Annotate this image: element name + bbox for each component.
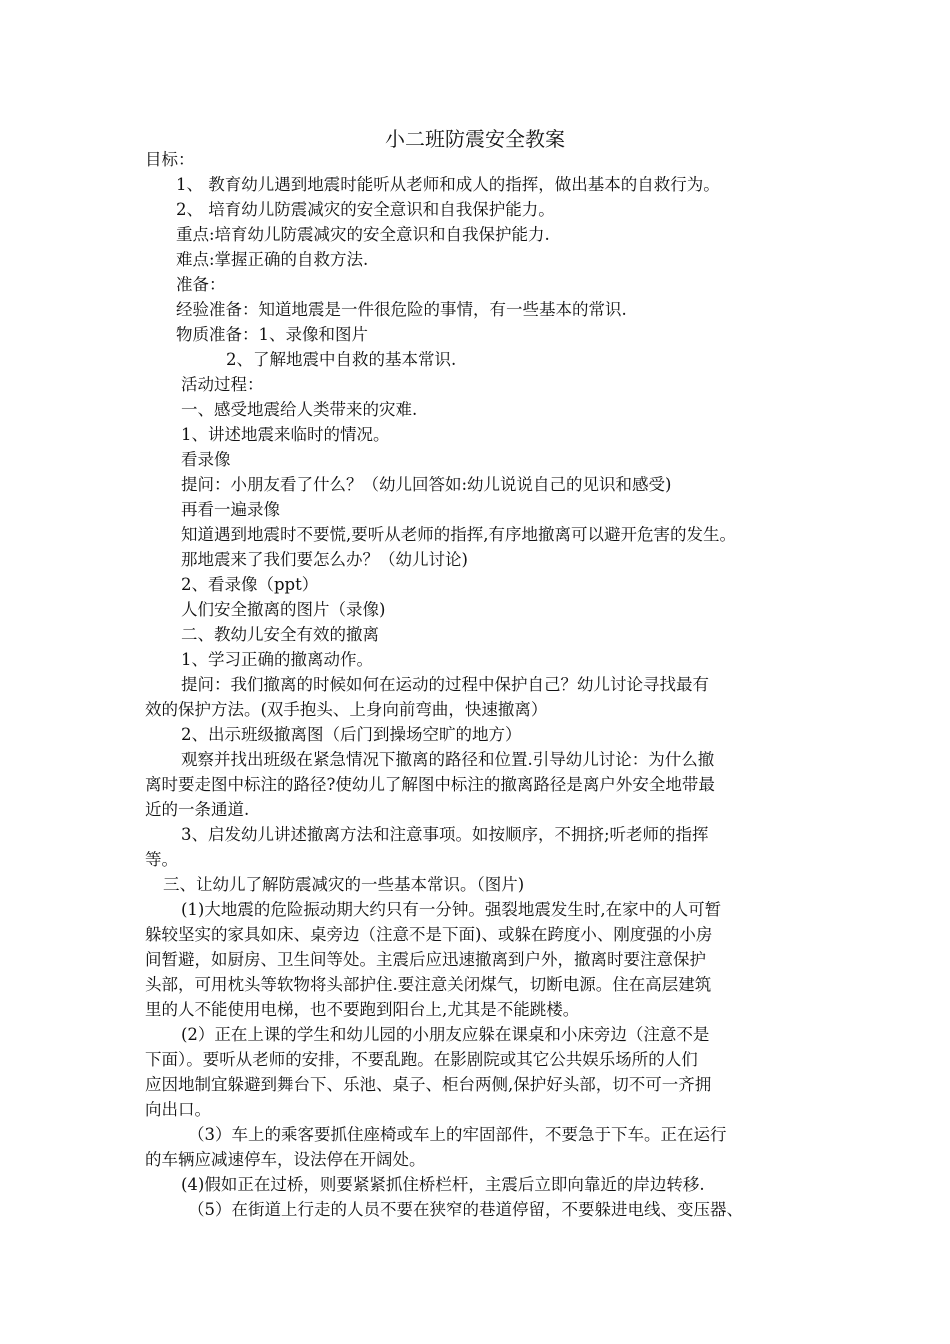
text-line: 知道遇到地震时不要慌,要听从老师的指挥,有序地撤离可以避开危害的发生。	[181, 525, 736, 544]
text-line: （5）在街道上行走的人员不要在狭窄的巷道停留，不要躲进电线、变压器、	[188, 1200, 743, 1219]
text-line: 观察并找出班级在紧急情况下撤离的路径和位置.引导幼儿讨论：为什么撤	[181, 750, 715, 769]
text-line: 一、感受地震给人类带来的灾难.	[181, 400, 418, 419]
text-line: 间暂避，如厨房、卫生间等处。主震后应迅速撤离到户外，撤离时要注意保护	[145, 950, 706, 969]
text-line: 活动过程：	[181, 375, 264, 394]
text-line: 准备：	[176, 275, 226, 294]
text-line: 1、讲述地震来临时的情况。	[181, 425, 390, 444]
text-line: 的车辆应减速停车，设法停在开阔处。	[145, 1150, 426, 1169]
text-line: 离时要走图中标注的路径?使幼儿了解图中标注的撤离路径是离户外安全地带最	[145, 775, 715, 794]
text-line: 向出口。	[145, 1100, 211, 1119]
text-line: 效的保护方法。(双手抱头、上身向前弯曲，快速撤离）	[145, 700, 548, 719]
text-line: 物质准备：1、录像和图片	[176, 325, 368, 344]
text-line: 1、学习正确的撤离动作。	[181, 650, 373, 669]
text-line: 里的人不能使用电梯，也不要跑到阳台上,尤其是不能跳楼。	[145, 1000, 580, 1019]
text-line: 重点:培育幼儿防震减灾的安全意识和自我保护能力.	[176, 225, 550, 244]
text-line: 2、了解地震中自救的基本常识.	[226, 350, 457, 369]
text-line: 3、启发幼儿讲述撤离方法和注意事项。如按顺序，不拥挤;听老师的指挥	[181, 825, 709, 844]
text-line: (4)假如正在过桥，则要紧紧抓住桥栏杆，主震后立即向靠近的岸边转移.	[181, 1175, 705, 1194]
text-line: (2）正在上课的学生和幼儿园的小朋友应躲在课桌和小床旁边（注意不是	[181, 1025, 710, 1044]
text-line: 那地震来了我们要怎么办？（幼儿讨论)	[181, 550, 468, 569]
text-line: 经验准备：知道地震是一件很危险的事情，有一些基本的常识.	[176, 300, 627, 319]
text-line: 难点:掌握正确的自救方法.	[176, 250, 369, 269]
text-line: 1、 教育幼儿遇到地震时能听从老师和成人的指挥，做出基本的自救行为。	[176, 175, 720, 194]
text-line: 2、出示班级撤离图（后门到操场空旷的地方）	[181, 725, 522, 744]
text-line: 再看一遍录像	[181, 500, 280, 519]
document-title: 小二班防震安全教案	[385, 127, 565, 151]
text-line: 三、让幼儿了解防震减灾的一些基本常识。（图片)	[163, 875, 525, 894]
text-line: 应因地制宜躲避到舞台下、乐池、桌子、柜台两侧,保护好头部，切不可一齐拥	[145, 1075, 712, 1094]
text-line: （3）车上的乘客要抓住座椅或车上的牢固部件，不要急于下车。正在运行	[188, 1125, 727, 1144]
text-line: 提问：小朋友看了什么？（幼儿回答如:幼儿说说自己的见识和感受)	[181, 475, 672, 494]
text-line: 看录像	[181, 450, 231, 469]
text-line: 2、 培育幼儿防震减灾的安全意识和自我保护能力。	[176, 200, 555, 219]
text-line: 2、看录像（ppt）	[181, 575, 319, 594]
text-line: 近的一条通道.	[145, 800, 250, 819]
text-line: (1)大地震的危险振动期大约只有一分钟。强裂地震发生时,在家中的人可暂	[181, 900, 722, 919]
text-line: 二、教幼儿安全有效的撤离	[181, 625, 379, 644]
text-line: 提问：我们撤离的时候如何在运动的过程中保护自己？幼儿讨论寻找最有	[181, 675, 709, 694]
text-line: 等。	[145, 850, 178, 869]
text-line: 人们安全撤离的图片（录像)	[181, 600, 386, 619]
text-line: 躲较坚实的家具如床、桌旁边（注意不是下面)、或躲在跨度小、刚度强的小房	[145, 925, 713, 944]
text-line: 目标：	[145, 150, 195, 169]
text-line: 头部，可用枕头等软物将头部护住.要注意关闭煤气，切断电源。住在高层建筑	[145, 975, 712, 994]
text-line: 下面）。要听从老师的安排，不要乱跑。在影剧院或其它公共娱乐场所的人们	[145, 1050, 698, 1069]
